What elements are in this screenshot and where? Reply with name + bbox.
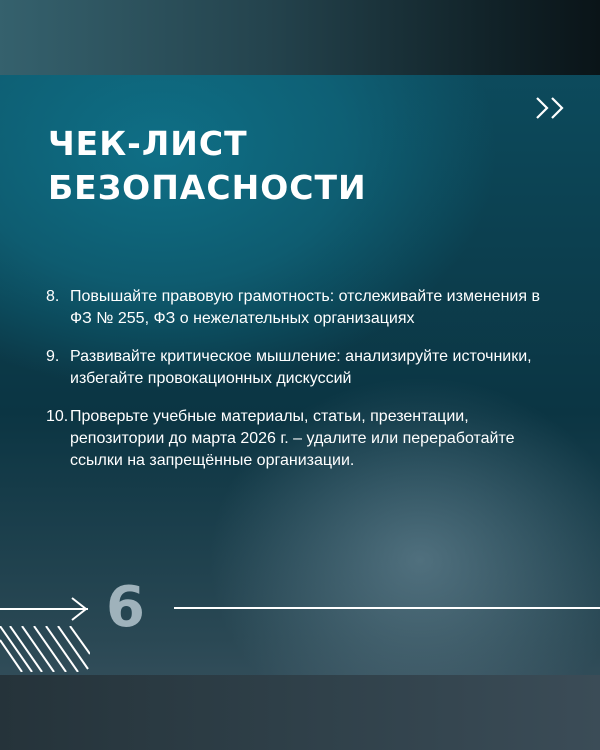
page-number: 6 (106, 575, 145, 640)
title-line-2: БЕЗОПАСНОСТИ (48, 168, 367, 207)
item-number: 10. (46, 408, 69, 425)
item-text: Повышайте правовую грамотность: отслеживайте изменения в ФЗ № 255, ФЗ о нежелательных организациях (70, 288, 540, 327)
item-number: 8. (46, 288, 60, 305)
bottom-band (0, 675, 600, 750)
item-number: 9. (46, 348, 60, 365)
arrow-right-icon (64, 596, 90, 622)
list-item (46, 406, 546, 472)
checklist (46, 286, 546, 488)
decorative-line-right (174, 607, 600, 609)
diagonal-hatch-decoration (0, 626, 90, 672)
title-line-1: ЧЕК-ЛИСТ (48, 124, 248, 163)
page-title (48, 122, 367, 210)
item-text: Проверьте учебные материалы, статьи, презентации, репозитории до марта 2026 г. – удалите или переработайте ссылки на запрещённые организации. (70, 408, 515, 469)
item-text: Развивайте критическое мышление: анализируйте источники, избегайте провокационных дискуссий (70, 348, 532, 387)
list-item (46, 286, 546, 330)
top-band (0, 0, 600, 75)
double-chevron-right-icon[interactable] (534, 95, 568, 121)
list-item (46, 346, 546, 390)
